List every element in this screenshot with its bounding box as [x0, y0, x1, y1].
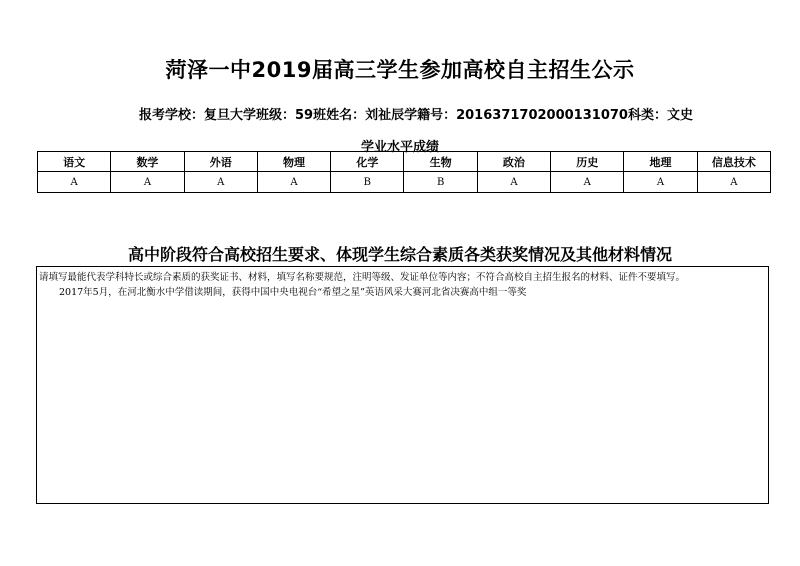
subject-header: 数学 — [111, 152, 184, 172]
subject-header: 历史 — [551, 152, 624, 172]
grades-table-caption: 学业水平成绩 — [360, 140, 439, 155]
grade-cell: A — [111, 172, 184, 193]
subject-header: 生物 — [404, 152, 477, 172]
grades-table — [37, 151, 771, 193]
document-title: 菏泽一中2019届高三学生参加高校自主招生公示 — [165, 58, 635, 82]
grade-cell: A — [184, 172, 257, 193]
grade-cell: A — [697, 172, 770, 193]
grade-cell: B — [404, 172, 477, 193]
grade-cell: A — [38, 172, 111, 193]
subject-header: 化学 — [331, 152, 404, 172]
grade-cell: A — [551, 172, 624, 193]
subject-header: 外语 — [184, 152, 257, 172]
awards-section-title: 高中阶段符合高校招生要求、体现学生综合素质各类获奖情况及其他材料情况 — [127, 245, 672, 264]
subject-header: 物理 — [257, 152, 330, 172]
applicant-info: 报考学校：复旦大学班级：59班姓名：刘祉辰学籍号：20163717020001310​70科类：文史 — [139, 108, 693, 123]
subject-header: 政治 — [477, 152, 550, 172]
award-entry: 2017年5月，在河北衡水中学借读期间，获得中国中央电视台“希望之星”英语风采大赛河北省决赛高中组一等奖 — [59, 287, 527, 298]
grade-cell: A — [257, 172, 330, 193]
grade-cell: A — [624, 172, 697, 193]
grades-value-row — [38, 172, 771, 193]
awards-instruction: 请填写最能代表学科特长或综合素质的获奖证书、材料，填写名称要规范，注明等级、发证单位等内容；不符合高校自主招生报名的材料、证件不要填写。 — [39, 272, 686, 283]
subject-header: 地理 — [624, 152, 697, 172]
subject-header: 语文 — [38, 152, 111, 172]
awards-box — [36, 266, 769, 504]
grade-cell: A — [477, 172, 550, 193]
grades-header-row — [38, 152, 771, 172]
grade-cell: B — [331, 172, 404, 193]
subject-header: 信息技术 — [697, 152, 770, 172]
